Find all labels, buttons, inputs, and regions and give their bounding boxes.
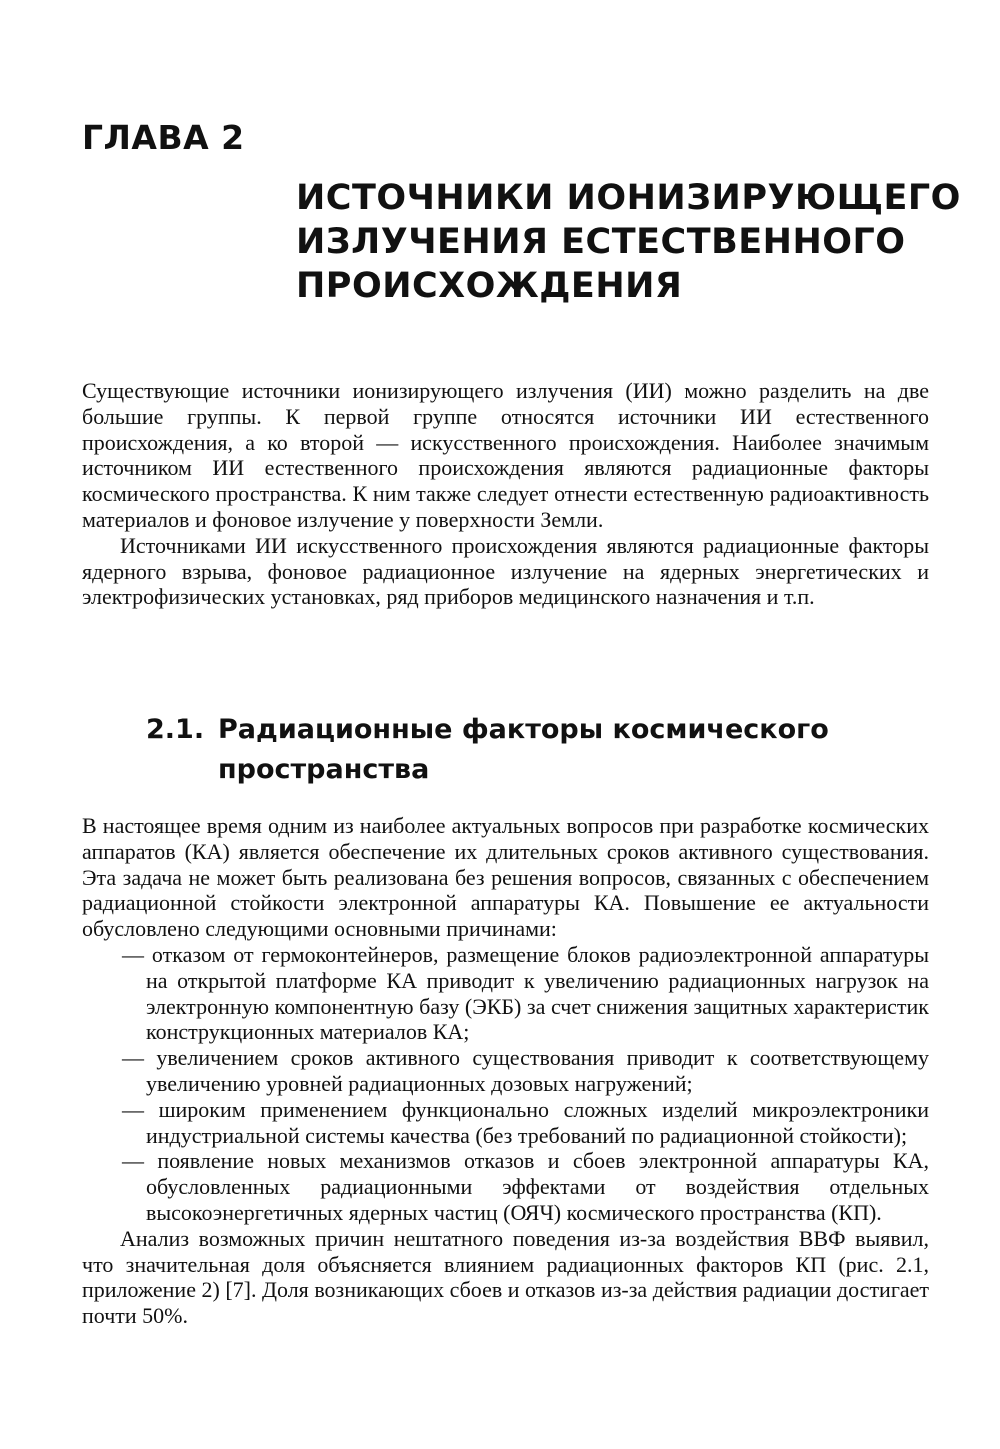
- chapter-label: ГЛАВА 2: [82, 118, 245, 157]
- reasons-list: [82, 942, 929, 1226]
- list-item: — появление новых механизмов отказов и сбоев электронной аппаратуры КА, обусловленных радиационными эффектами от воздействия отдельных высокоэнергетичных ядерных частиц (ОЯЧ) космического пространства (КП).: [122, 1148, 929, 1225]
- chapter-title-line: ПРОИСХОЖДЕНИЯ: [296, 266, 683, 306]
- chapter-title-line: ИСТОЧНИКИ ИОНИЗИРУЮЩЕГО: [296, 178, 961, 218]
- intro-text: [82, 378, 929, 610]
- section-body: [82, 813, 929, 1329]
- intro-paragraph: Существующие источники ионизирующего излучения (ИИ) можно разделить на две большие группы. К первой группе относятся источники ИИ естественного происхождения, а ко второй — искусственного происхождения. Наиболее значимым источником ИИ естественного происхождения являются радиационные факторы космического пространства. К ним также следует отнести естественную радиоактивность материалов и фоновое излучение у поверхности Земли.: [82, 378, 929, 532]
- section-title-line: Радиационные факторы космического: [218, 714, 829, 745]
- intro-paragraph: Источниками ИИ искусственного происхождения являются радиационные факторы ядерного взрыва, фоновое радиационное излучение на ядерных энергетических и электрофизических установках, ряд приборов медицинского назначения и т.п.: [82, 532, 929, 610]
- list-item: — отказом от гермоконтейнеров, размещение блоков радиоэлектронной аппаратуры на открытой платформе КА приводит к увеличению радиационных нагрузок на электронную компонентную базу (ЭКБ) за счет снижения защитных характеристик конструкционных материалов КА;: [122, 941, 929, 1045]
- section-heading: [146, 710, 829, 790]
- section-number: 2.1.: [146, 714, 205, 745]
- list-item: — широким применением функционально сложных изделий микроэлектроники индустриальной системы качества (без требований по радиационной стойкости);: [122, 1096, 929, 1148]
- chapter-title: [296, 176, 961, 308]
- list-item: — увеличением сроков активного существования приводит к соответствующему увеличению уровней радиационных дозовых нагружений;: [122, 1045, 929, 1096]
- closing-paragraph: Анализ возможных причин нештатного поведения из-за воздействия ВВФ выявил, что значительная доля объясняется влиянием радиационных факторов КП (рис. 2.1, приложение 2) [7]. Доля возникающих сбоев и отказов из-за действия радиации достигает почти 50%.: [82, 1225, 929, 1329]
- section-title-line: пространства: [218, 754, 430, 785]
- chapter-title-line: ИЗЛУЧЕНИЯ ЕСТЕСТВЕННОГО: [296, 222, 906, 262]
- lead-paragraph: В настоящее время одним из наиболее актуальных вопросов при разработке космических аппаратов (КА) является обеспечение их длительных сроков активного существования. Эта задача не может быть реализована без решения вопросов, связанных с обеспечением радиационной стойкости электронной аппаратуры КА. Повышение ее актуальности обусловлено следующими основными причинами:: [82, 813, 929, 942]
